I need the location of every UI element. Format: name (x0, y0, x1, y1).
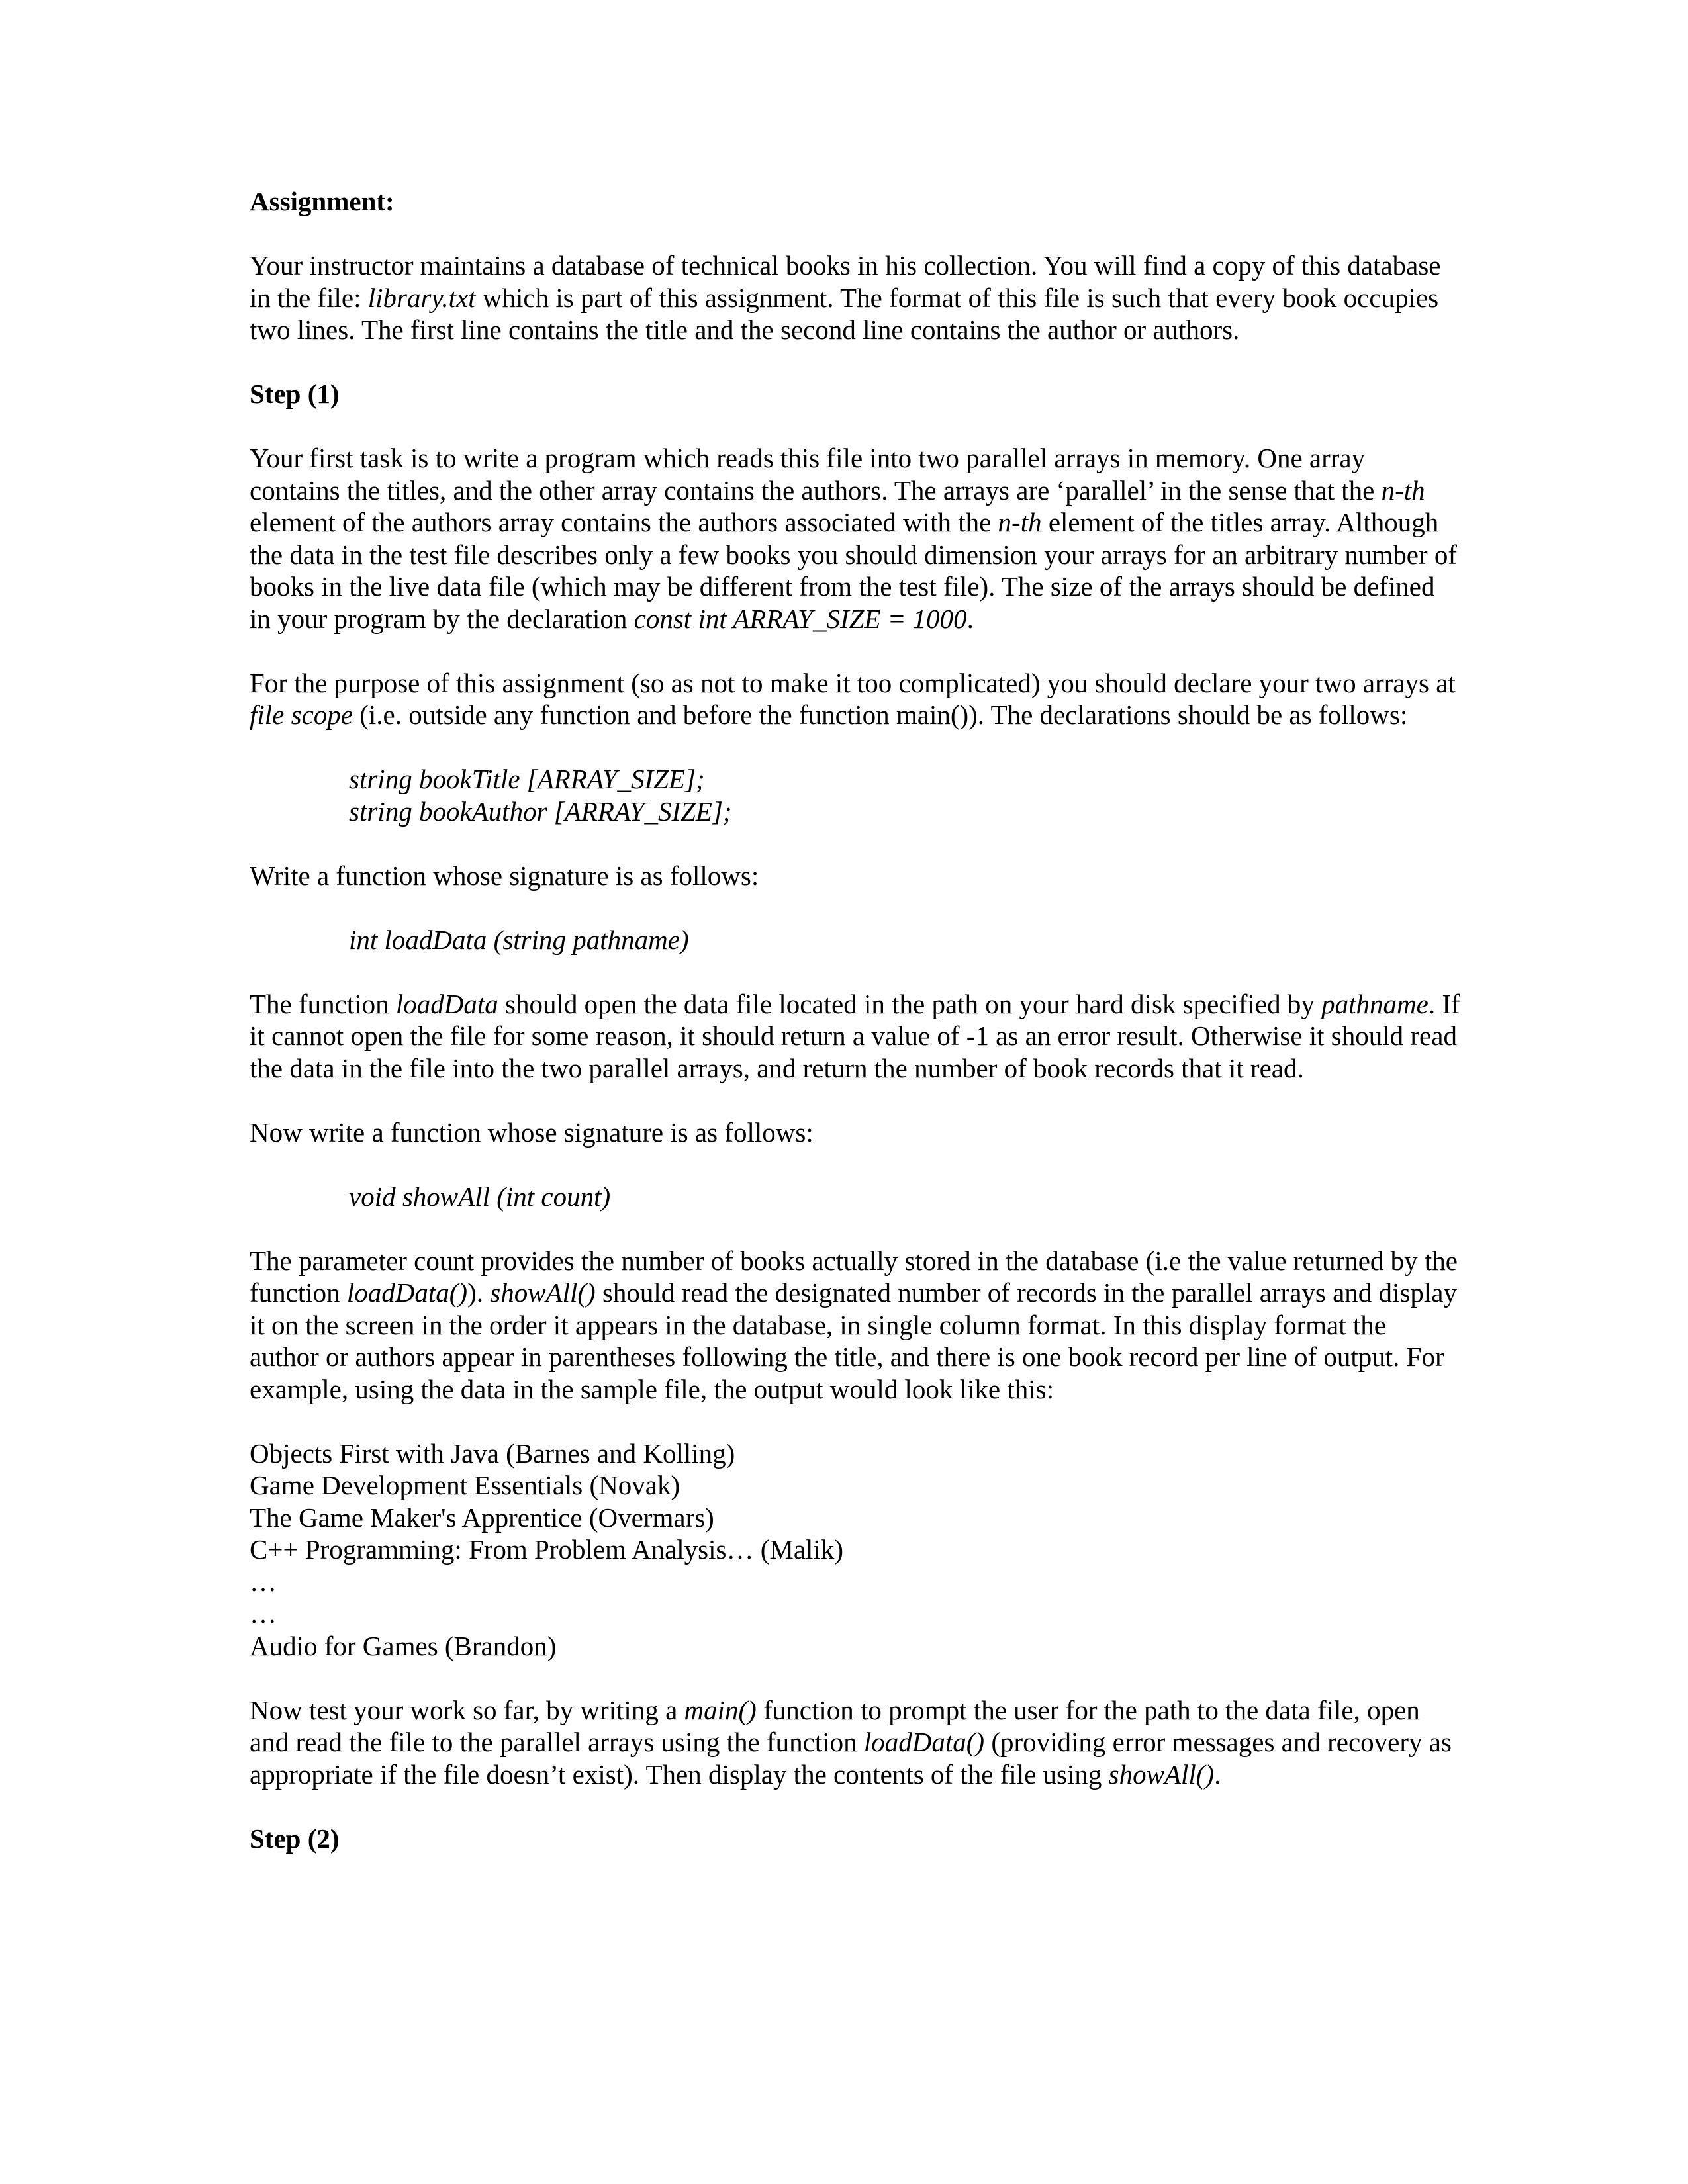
signature-2-intro: Now write a function whose signature is as follows: (250, 1116, 814, 1148)
declaration-line-author: string bookAuthor [ARRAY_SIZE]; (349, 796, 732, 827)
heading-assignment: Assignment: (250, 186, 395, 216)
example-output (250, 1437, 1461, 1662)
example-line: Game Development Essentials (Novak) (250, 1470, 680, 1500)
test-text-1: Now test your work so far, by writing a (250, 1694, 684, 1725)
load-text-2: should open the data file located in the path on your hard disk specified by (498, 988, 1322, 1019)
showall-paragraph (250, 1245, 1461, 1406)
show-function-loaddata: loadData() (346, 1277, 468, 1308)
signature-showall: void showAll (int count) (349, 1181, 611, 1212)
intro-filename: library.txt (367, 282, 476, 313)
load-text-1: The function (250, 988, 396, 1019)
test-paragraph (250, 1694, 1461, 1791)
step1-p2-text-2: (i.e. outside any function and before the function main()). The declarations should be as follows: (352, 700, 1408, 730)
step1-p1-text-1: Your first task is to write a program which reads this file into two parallel arrays in memory. One array contains the titles, and the other array contains the authors. The arrays are ‘parallel’ in the sense that the (250, 443, 1382, 506)
intro-text-1: Your instructor maintains a database of technical books in his collection. You will find a copy of this database in the file: (250, 250, 1441, 313)
show-function-showall: showAll() (490, 1277, 596, 1308)
loaddata-paragraph (250, 988, 1461, 1085)
example-line: C++ Programming: From Problem Analysis… (Malik) (250, 1534, 843, 1565)
array-declarations (349, 763, 1461, 827)
signature-1-intro: Write a function whose signature is as follows: (250, 860, 759, 891)
example-line: Audio for Games (Brandon) (250, 1630, 557, 1661)
signature-loaddata: int loadData (string pathname) (349, 924, 689, 955)
step1-paragraph-2 (250, 667, 1461, 731)
test-function-showall: showAll() (1108, 1758, 1215, 1790)
intro-text-2: which is part of this assignment. The format of this file is such that every book occupies two lines. The first line contains the title and the second line contains the author or authors. (250, 282, 1439, 345)
step1-paragraph-1 (250, 442, 1461, 635)
step1-p1-nth-2: n-th (998, 507, 1042, 537)
test-function-main: main() (684, 1694, 757, 1725)
test-text-4: . (1214, 1758, 1221, 1790)
test-text-2: function to prompt the user for the path to the data file, open and read the file to the parallel arrays using the function (250, 1694, 1420, 1757)
example-ellipsis: … (250, 1566, 277, 1597)
step1-p1-text-4: . (966, 603, 974, 634)
example-ellipsis: … (250, 1598, 277, 1629)
load-text-3: . If it cannot open the file for some reason, it should return a value of -1 as an error result. Otherwise it should read the data in the file into the two parallel arrays, and return the number of book records that it read. (250, 988, 1460, 1083)
document-page (250, 185, 1461, 1887)
show-text-3: should read the designated number of records in the parallel arrays and display it on the screen in the order it appears in the database, in single column format. In this display format the author or authors appear in parentheses following the title, and there is one book record per line of output. For example, using the data in the sample file, the output would look like this: (250, 1277, 1457, 1404)
heading-step-1: Step (1) (250, 379, 340, 409)
load-param-name: pathname (1321, 988, 1429, 1019)
step1-p2-scope: file scope (250, 700, 353, 730)
declaration-line-title: string bookTitle [ARRAY_SIZE]; (349, 764, 705, 794)
test-text-3: (providing error messages and recovery as appropriate if the file doesn’t exist). Then display the contents of the file using (250, 1727, 1452, 1790)
load-function-name: loadData (395, 988, 498, 1019)
step1-p1-declaration: const int ARRAY_SIZE = 1000 (633, 603, 967, 634)
intro-paragraph (250, 250, 1461, 346)
example-line: Objects First with Java (Barnes and Kolling) (250, 1437, 735, 1469)
step1-p1-nth-1: n-th (1381, 475, 1425, 506)
heading-step-2: Step (2) (250, 1823, 340, 1854)
example-line: The Game Maker's Apprentice (Overmars) (250, 1502, 714, 1533)
step1-p1-text-3: element of the titles array. Although the data in the test file describes only a few books you should dimension your arrays for an arbitrary number of books in the live data file (which may be different from the test file). The size of the arrays should be defined in your program by the declaration (250, 507, 1457, 634)
step1-p2-text-1: For the purpose of this assignment (so as not to make it too complicated) you should declare your two arrays at (250, 667, 1456, 698)
show-text-1: The parameter count provides the number of books actually stored in the database (i.e the value returned by the function (250, 1245, 1458, 1308)
show-text-2: ). (467, 1277, 491, 1308)
step1-p1-text-2: element of the authors array contains the authors associated with the (250, 507, 998, 537)
test-function-loaddata: loadData() (863, 1727, 985, 1757)
